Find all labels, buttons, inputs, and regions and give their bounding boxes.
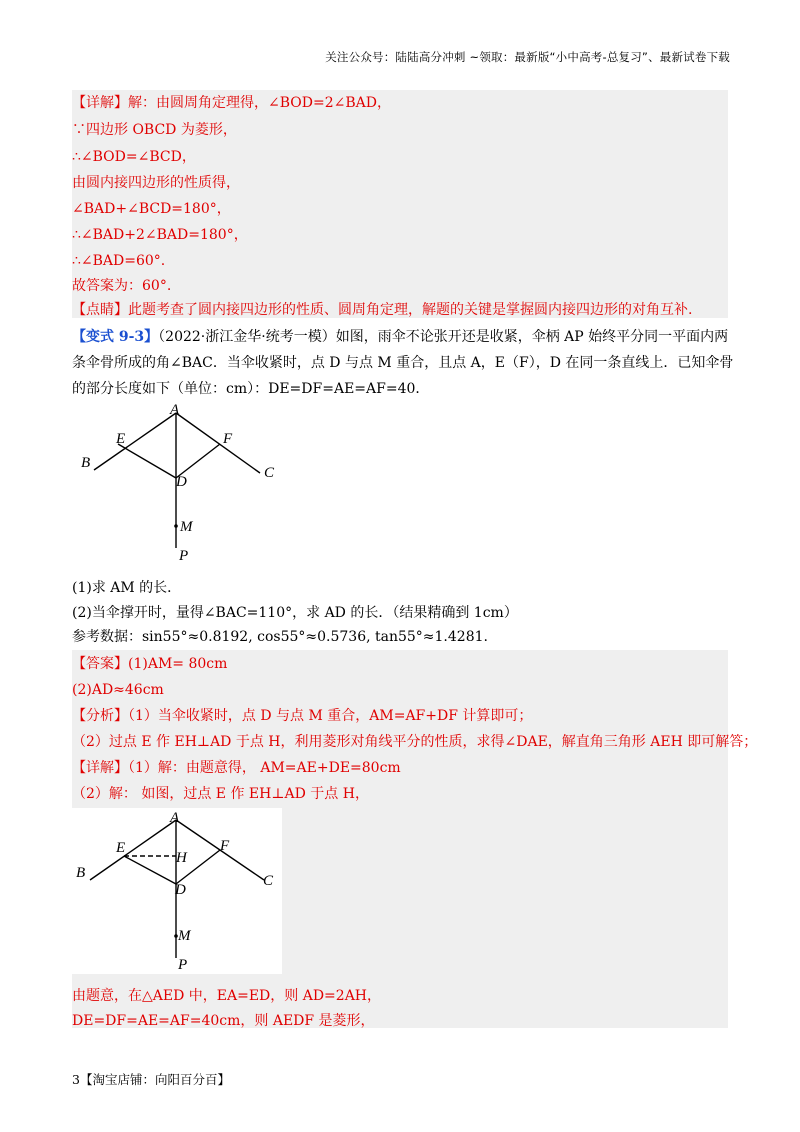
label-d: D [176,474,187,490]
label2-e: E [116,840,126,856]
detail-line-7: ∴∠BAD=60°. [72,253,166,269]
umbrella-figure-1 [72,400,292,570]
detail-tag: 【详解】 [72,95,128,111]
label2-h: H [176,850,187,866]
umbrella-figure-2 [72,808,282,974]
label-f: F [223,431,233,447]
label-e: E [116,431,126,447]
detail2-line-1: 【详解】（1）解：由题意得， AM=AE+DE=80cm [72,760,401,776]
end-line-1: 由题意，在△AED 中，EA=ED，则 AD=2AH， [72,988,382,1004]
problem-line-3: 的部分长度如下（单位：cm）：DE=DF=AE=AF=40． [72,381,430,397]
detail-line-3: ∴∠BOD=∠BCD， [72,149,196,165]
detail-line-6: ∴∠BAD+2∠BAD=180°， [72,227,248,243]
question-1: (1)求 AM 的长． [72,580,182,596]
problem-line-2: 条伞骨所成的角∠BAC．当伞收紧时，点 D 与点 M 重合，且点 A，E（F），D 在同一条直线上．已知伞骨 [72,355,734,371]
label2-c: C [263,873,274,889]
label2-d: D [175,882,186,898]
label2-a: A [170,810,180,826]
label-a: A [170,402,180,418]
question-2: (2)当伞撑开时，量得∠BAC=110°，求 AD 的长．（结果精确到 1cm） [72,605,518,621]
detail-line-8: 故答案为：60°. [72,278,172,294]
label-p: P [179,548,189,564]
analysis-line-1: 【分析】（1）当伞收紧时，点 D 与点 M 重合，AM=AF+DF 计算即可； [72,708,533,724]
label-c: C [264,465,275,481]
analysis-line-2: （2）过点 E 作 EH⊥AD 于点 H，利用菱形对角线平分的性质，求得∠DAE，解直角三角形 AEH 即可解答； [72,734,758,750]
label2-f: F [220,838,230,854]
detail-line-2: ∵四边形 OBCD 为菱形， [72,122,237,138]
comment-tag: 【点睛】 [72,302,128,318]
detail-line-4: 由圆内接四边形的性质得， [72,175,240,191]
label2-b: B [76,865,86,881]
answer-line-1: 【答案】(1)AM= 80cm [72,656,228,672]
detail2-tag: 【详解】 [72,760,128,776]
detail-line-1: 【详解】解：由圆周角定理得，∠BOD=2∠BAD， [72,95,391,111]
label2-m: M [178,928,191,944]
label2-p: P [178,957,188,973]
answer-line-2: (2)AD≈46cm [72,682,164,698]
problem-line-1: 【变式 9-3】（2022·浙江金华·统考一模）如图，雨伞不论张开还是收紧，伞柄 AP 始终平分同一平面内两 [72,329,729,345]
end-line-2: DE=DF=AE=AF=40cm，则 AEDF 是菱形， [72,1013,375,1029]
page-header: 关注公众号：陆陆高分冲刺 ~领取：最新版“小中高考-总复习”、最新试卷下载 [325,50,730,64]
analysis-tag: 【分析】 [72,708,128,724]
label-m: M [180,519,193,535]
answer-tag: 【答案】 [72,656,128,672]
detail-line-5: ∠BAD+∠BCD=180°， [72,201,231,217]
detail2-line-2: （2）解： 如图，过点 E 作 EH⊥AD 于点 H， [72,786,369,802]
comment-line: 【点睛】此题考查了圆内接四边形的性质、圆周角定理，解题的关键是掌握圆内接四边形的对角互补. [72,302,693,318]
label-b: B [81,455,91,471]
problem-tag: 【变式 9-3】 [72,329,159,345]
reference-data: 参考数据：sin55°≈0.8192, cos55°≈0.5736, tan55°≈1.4281. [72,629,488,645]
page-footer: 3【淘宝店铺：向阳百分百】 [72,1072,230,1087]
